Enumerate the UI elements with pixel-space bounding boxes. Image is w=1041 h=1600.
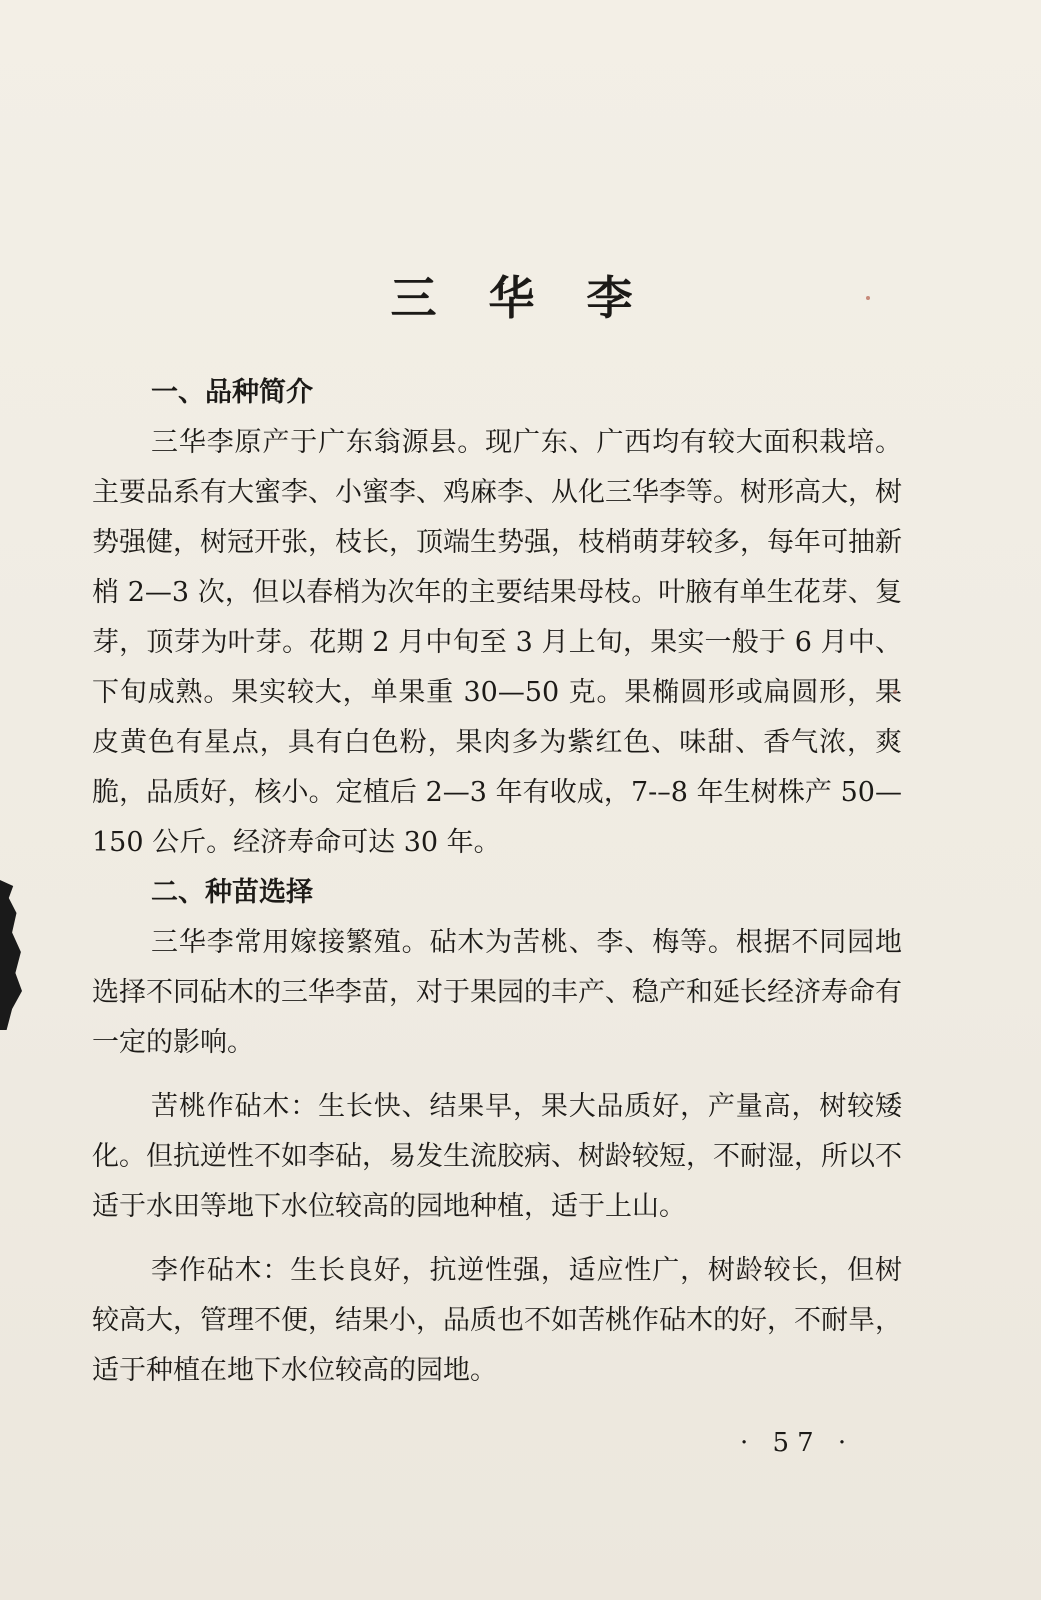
paragraph: 苦桃作砧木：生长快、结果早，果大品质好，产量高，树较矮化。但抗逆性不如李砧，易发生流胶病、树龄较短，不耐湿，所以不适于水田等地下水位较高的园地种植，适于上山。 — [92, 1091, 902, 1222]
main-text — [92, 368, 902, 1396]
section-heading: 二、种苗选择 — [151, 877, 313, 908]
paragraph: 三华李常用嫁接繁殖。砧木为苦桃、李、梅等。根据不同园地选择不同砧木的三华李苗，对于果园的丰产、稳产和延长经济寿命有一定的影响。 — [92, 927, 902, 1058]
section-heading: 一、品种简介 — [151, 377, 313, 408]
page-edge-shadow — [0, 880, 22, 1030]
page-title: 三 华 李 — [390, 271, 651, 325]
page-number: · 57 · — [740, 1428, 855, 1458]
paragraph: 李作砧木：生长良好，抗逆性强，适应性广，树龄较长，但树较高大，管理不便，结果小，品质也不如苦桃作砧木的好，不耐旱，适于种植在地下水位较高的园地。 — [92, 1255, 902, 1386]
paragraph: 三华李原产于广东翁源县。现广东、广西均有较大面积栽培。主要品系有大蜜李、小蜜李、鸡麻李、从化三华李等。树形高大，树势强健，树冠开张，枝长，顶端生势强，枝梢萌芽较多，每年可抽新梢 2—3 次，但以春梢为次年的主要结果母枝。叶腋有单生花芽、复芽，顶芽为叶芽。花期 2 月中旬至 3 月上旬，果实一般于 6 月中、下旬成熟。果实较大，单果重 30—50 克。果椭圆形或扁圆形，果皮黄色有星点，具有白色粉，果肉多为紫红色、味甜、香气浓，爽脆，品质好，核小。定植后 2—3 年有收成，7-–8 年生树株产 50—150 公斤。经济寿命可达 30 年。 — [92, 427, 902, 858]
